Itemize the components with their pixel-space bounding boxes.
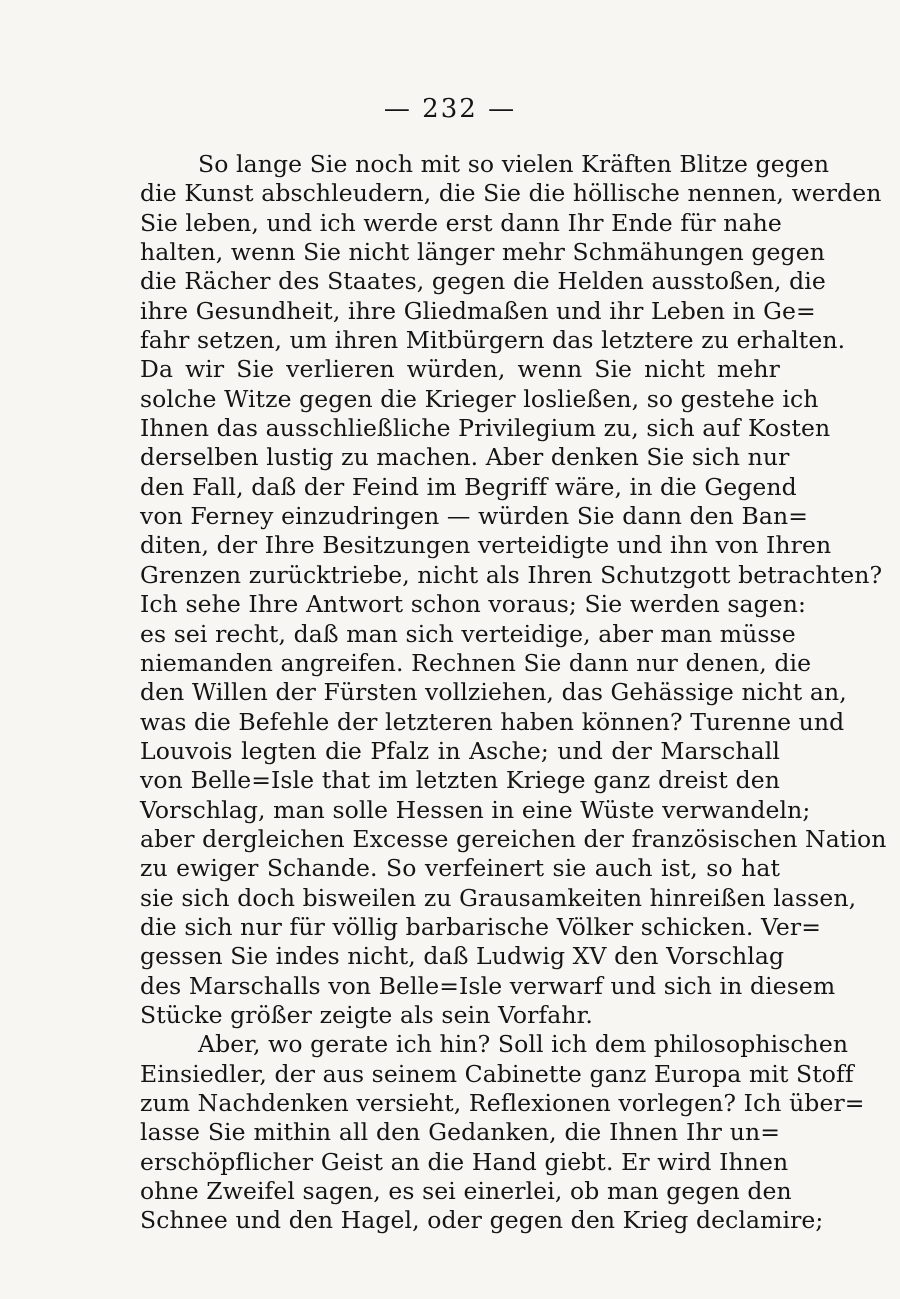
text-line: solche Witze gegen die Krieger losließen, so gestehe ich [140,384,819,413]
text-line: Sie leben, und ich werde erst dann Ihr Ende für nahe [140,208,782,237]
text-line: zu ewiger Schande. So verfeinert sie auch ist, so hat [140,854,780,883]
text-line: die Rächer des Staates, gegen die Helden ausstoßen, die [140,267,826,296]
text-line: So lange Sie noch mit so vielen Kräften Blitze gegen [198,150,830,178]
text-line: diten, der Ihre Besitzungen verteidigte und ihn von Ihren [140,531,832,560]
page-body [140,150,887,1236]
text-line: aber dergleichen Excesse gereichen der französischen Nation [140,824,887,853]
text-line: was die Befehle der letzteren haben können? Turenne und [140,707,845,736]
text-line: Vorschlag, man solle Hessen in eine Wüste verwandeln; [140,795,811,824]
text-line: zum Nachdenken versieht, Reflexionen vorlegen? Ich über= [140,1089,865,1117]
text-line: Aber, wo gerate ich hin? Soll ich dem philosophischen [198,1030,849,1059]
text-line: halten, wenn Sie nicht länger mehr Schmähungen gegen [140,238,825,267]
text-line: lasse Sie mithin all den Gedanken, die Ihnen Ihr un= [140,1118,780,1147]
text-line: niemanden angreifen. Rechnen Sie dann nur denen, die [140,648,812,677]
text-line: von Belle=Isle that im letzten Kriege ganz dreist den [140,766,780,795]
text-line: es sei recht, daß man sich verteidige, aber man müsse [140,619,796,648]
text-line: die Kunst abschleudern, die Sie die höllische nennen, werden [140,179,882,208]
text-line: des Marschalls von Belle=Isle verwarf und sich in diesem [140,971,836,1000]
text-line: ohne Zweifel sagen, es sei einerlei, ob man gegen den [140,1177,792,1206]
text-line: erschöpflicher Geist an die Hand giebt. Er wird Ihnen [140,1147,789,1176]
text-line: den Fall, daß der Feind im Begriff wäre, in die Gegend [140,472,797,501]
text-line: derselben lustig zu machen. Aber denken Sie sich nur [140,443,790,472]
text-line: Grenzen zurücktriebe, nicht als Ihren Schutzgott betrachten? [140,560,883,589]
text-line: Louvois legten die Pfalz in Asche; und der Marschall [140,736,780,765]
text-line: den Willen der Fürsten vollziehen, das Gehässige nicht an, [140,678,847,707]
text-line: Stücke größer zeigte als sein Vorfahr. [140,1000,593,1029]
text-line: sie sich doch bisweilen zu Grausamkeiten hinreißen lassen, [140,883,857,912]
text-line: die sich nur für völlig barbarische Völker schicken. Ver= [140,912,822,941]
page-header: — 232 — [383,94,517,124]
text-line: Einsiedler, der aus seinem Cabinette ganz Europa mit Stoff [140,1059,854,1088]
text-line: gessen Sie indes nicht, daß Ludwig XV den Vorschlag [140,942,785,971]
text-line: fahr setzen, um ihren Mitbürgern das letztere zu erhalten. [140,326,846,355]
text-line: Schnee und den Hagel, oder gegen den Krieg declamire; [140,1206,824,1235]
text-line: Da wir Sie verlieren würden, wenn Sie nicht mehr [140,355,780,384]
text-line: ihre Gesundheit, ihre Gliedmaßen und ihr Leben in Ge= [140,296,816,325]
text-line: Ihnen das ausschließliche Privilegium zu, sich auf Kosten [140,414,831,443]
text-line: von Ferney einzudringen — würden Sie dann den Ban= [140,502,808,531]
text-line: Ich sehe Ihre Antwort schon voraus; Sie werden sagen: [140,590,807,619]
